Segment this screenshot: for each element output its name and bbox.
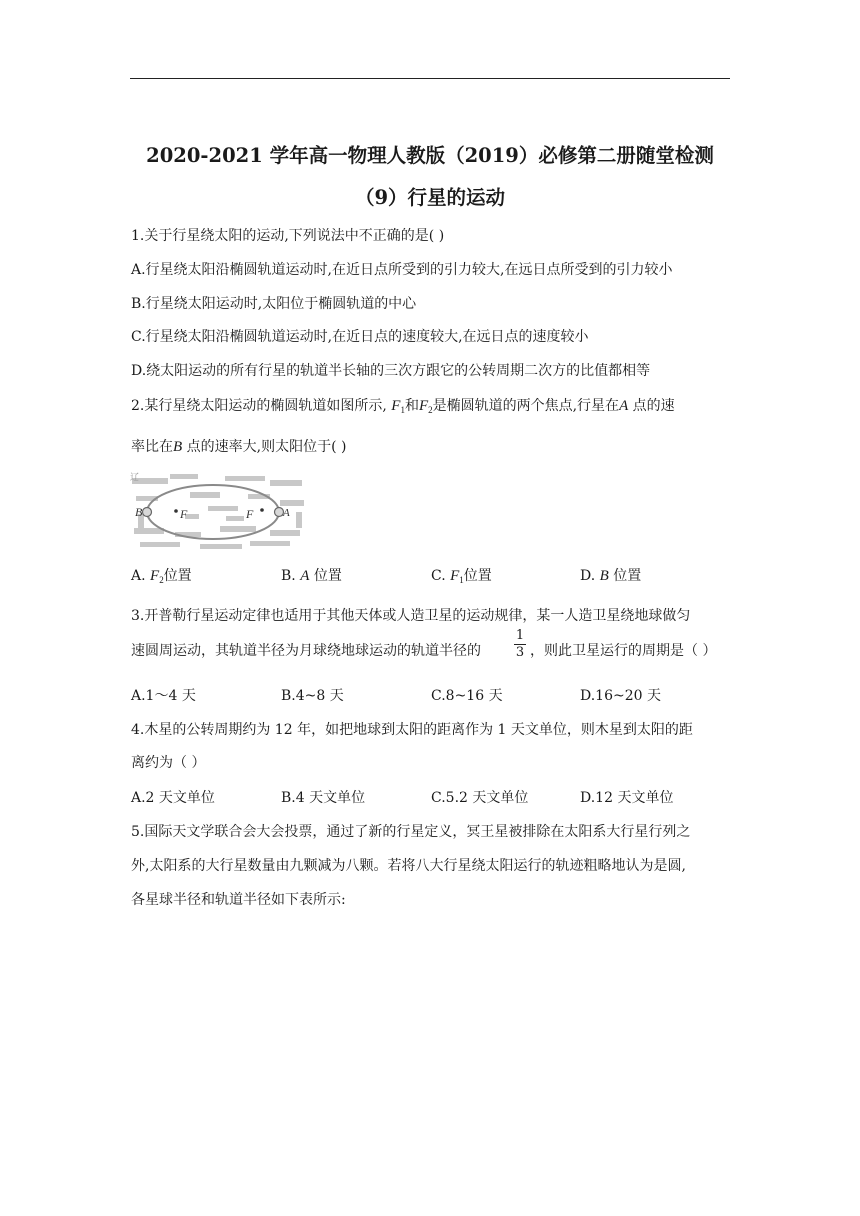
q3-stem-line1: 3.开普勒行星运动定律也适用于其他天体或人造卫星的运动规律，某一人造卫星绕地球做匀: [131, 608, 691, 624]
q4-option-c: C.5.2 天文单位: [431, 790, 529, 806]
q3-option-b: B.4~8 天: [281, 688, 344, 704]
fig-label-b: B: [135, 505, 143, 519]
header-rule: [130, 78, 730, 79]
q2-option-d: D. B 位置: [580, 568, 642, 584]
q1-option-a: A.行星绕太阳沿椭圆轨道运动时,在近日点所受到的引力较大,在远日点所受到的引力较小: [131, 262, 673, 278]
q1-option-c: C.行星绕太阳沿椭圆轨道运动时,在近日点的速度较大,在远日点的速度较小: [131, 329, 589, 345]
q4-option-d: D.12 天文单位: [580, 790, 674, 806]
q5-line3: 各星球半径和轨道半径如下表所示:: [131, 892, 346, 908]
q4-stem-line1: 4.木星的公转周期约为 12 年，如把地球到太阳的距离作为 1 天文单位，则木星到太阳的距: [131, 722, 693, 738]
q2-stem-pre: 2.某行星绕太阳运动的椭圆轨道如图所示,: [131, 398, 392, 414]
q4-stem-line2: 离约为（ ）: [131, 755, 206, 771]
q3-option-a: A.1～4 天: [131, 688, 196, 704]
q1-stem: 1.关于行星绕太阳的运动,下列说法中不正确的是( ): [131, 228, 445, 244]
fig-label-f2: F: [246, 507, 254, 521]
focus-f2-dot: [260, 508, 264, 512]
point-a: A: [619, 398, 629, 414]
q3-fraction: 1 3: [515, 628, 525, 660]
q2-stem-line2: 率比在B 点的速率大,则太阳位于( ): [131, 439, 347, 455]
focus-f2: $F_2$: [418, 398, 433, 415]
q4-option-a: A.2 天文单位: [131, 790, 215, 806]
q3-stem-line2-pre: 速圆周运动，其轨道半径为月球绕地球运动的轨道半径的: [131, 643, 481, 659]
q2-option-c: C. $F_1$位置: [431, 568, 492, 585]
fig-label-a: A: [283, 507, 290, 519]
q4-option-b: B.4 天文单位: [281, 790, 366, 806]
planet-b-marker: [143, 508, 152, 517]
svg-text:辽: 辽: [130, 473, 140, 483]
orbit-figure: [130, 470, 310, 552]
q3-option-d: D.16~20 天: [580, 688, 661, 704]
q2-stem-line1: [131, 396, 675, 420]
fig-label-f1: F: [180, 507, 188, 521]
q5-line1: 5.国际天文学联合会大会投票，通过了新的行星定义，冥王星被排除在太阳系大行星行列之: [131, 824, 691, 840]
q3-stem-line2-post: ，则此卫星运行的周期是（ ）: [530, 643, 717, 659]
q2-and: 和: [404, 398, 419, 414]
point-b: B: [173, 439, 183, 455]
q3-option-c: C.8~16 天: [431, 688, 503, 704]
page-title-line1: 2020-2021 学年高一物理人教版（2019）必修第二册随堂检测: [146, 144, 714, 167]
q5-line2: 外,太阳系的大行星数量由九颗减为八颗。若将八大行星绕太阳运行的轨迹粗略地认为是圆,: [131, 858, 686, 874]
q2-option-b: B. A 位置: [281, 568, 342, 584]
q2-stem-mid: 是椭圆轨道的两个焦点,行星在: [432, 398, 620, 414]
page-title-line2: （9）行星的运动: [354, 186, 506, 209]
q1-option-d: D.绕太阳运动的所有行星的轨道半长轴的三次方跟它的公转周期二次方的比值都相等: [131, 363, 651, 379]
q2-option-a: A. $F_2$位置: [131, 568, 192, 585]
focus-f1-dot: [174, 509, 178, 513]
q2-stem-end: 点的速: [628, 398, 675, 414]
focus-f1: $F_1$: [391, 398, 405, 415]
q1-option-b: B.行星绕太阳运动时,太阳位于椭圆轨道的中心: [131, 296, 417, 312]
